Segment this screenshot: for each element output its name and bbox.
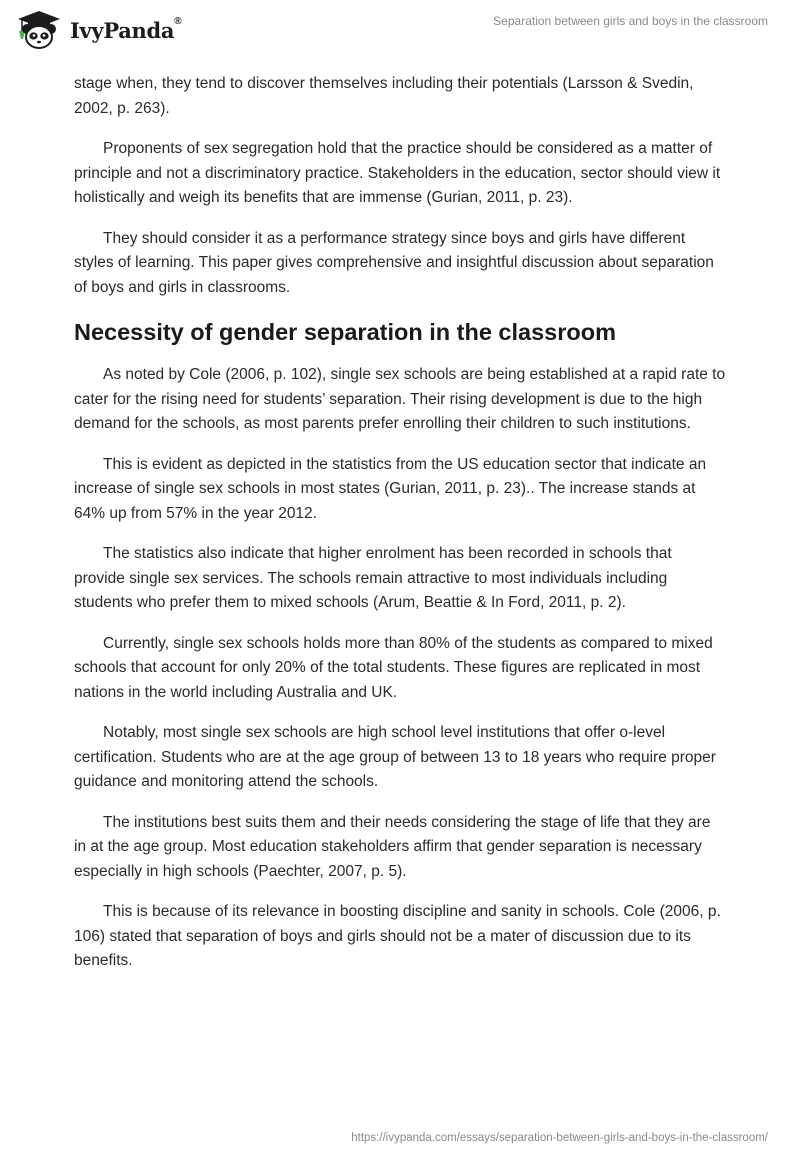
source-url-link[interactable]: https://ivypanda.com/essays/separation-between-girls-and-boys-in-the-classroom/	[351, 1132, 768, 1144]
paragraph: They should consider it as a performance strategy since boys and girls have different styles of learning. This paper gives comprehensive and insightful discussion about separation of boys and girls in classrooms.	[74, 229, 714, 296]
paragraph: The institutions best suits them and their needs considering the stage of life that they are in at the age group. Most education stakeholders affirm that gender separation is necessary especially in high schools (Paechter, 2007, p. 5).	[74, 813, 711, 880]
brand-name: IvyPanda®	[70, 15, 182, 43]
essay-body	[74, 72, 726, 990]
paragraph: Proponents of sex segregation hold that the practice should be considered as a matter of principle and not a discriminatory practice. Stakeholders in the education, sector should view it holistically and weigh its benefits that are immense (Gurian, 2011, p. 23).	[74, 140, 721, 206]
paragraph: Notably, most single sex schools are high school level institutions that offer o-level certification. Students who are at the age group of between 13 to 18 years who require proper guidance and monitoring attend the schools.	[74, 724, 716, 790]
paragraph: As noted by Cole (2006, p. 102), single sex schools are being established at a rapid rate to cater for the rising need for students’ separation. Their rising development is due to the high demand for the schools, as most parents prefer enrolling their children to such institutions.	[74, 366, 726, 432]
document-title: Separation between girls and boys in the classroom	[493, 14, 768, 28]
page-header	[0, 0, 800, 70]
paragraph: Currently, single sex schools holds more than 80% of the students as compared to mixed schools that account for only 20% of the total students. These figures are replicated in most nations in the world including Australia and UK.	[74, 634, 713, 701]
section-heading: Necessity of gender separation in the classroom	[74, 319, 616, 345]
ivypanda-logo[interactable]	[14, 9, 181, 51]
paragraph: This is because of its relevance in boosting discipline and sanity in schools. Cole (2006, p. 106) stated that separation of boys and girls should not be a mater of discussion due to its benefits.	[74, 903, 721, 969]
paragraph: The statistics also indicate that higher enrolment has been recorded in schools that provide single sex services. The schools remain attractive to most individuals including students who prefer them to mixed schools (Arum, Beattie & In Ford, 2011, p. 2).	[74, 545, 672, 611]
paragraph: stage when, they tend to discover themselves including their potentials (Larsson & Svedin, 2002, p. 263).	[74, 75, 694, 117]
paragraph: This is evident as depicted in the statistics from the US education sector that indicate an increase of single sex schools in most states (Gurian, 2011, p. 23).. The increase stands at 64% up from 57% in the year 2012.	[74, 455, 707, 522]
panda-graduate-icon	[14, 9, 64, 51]
